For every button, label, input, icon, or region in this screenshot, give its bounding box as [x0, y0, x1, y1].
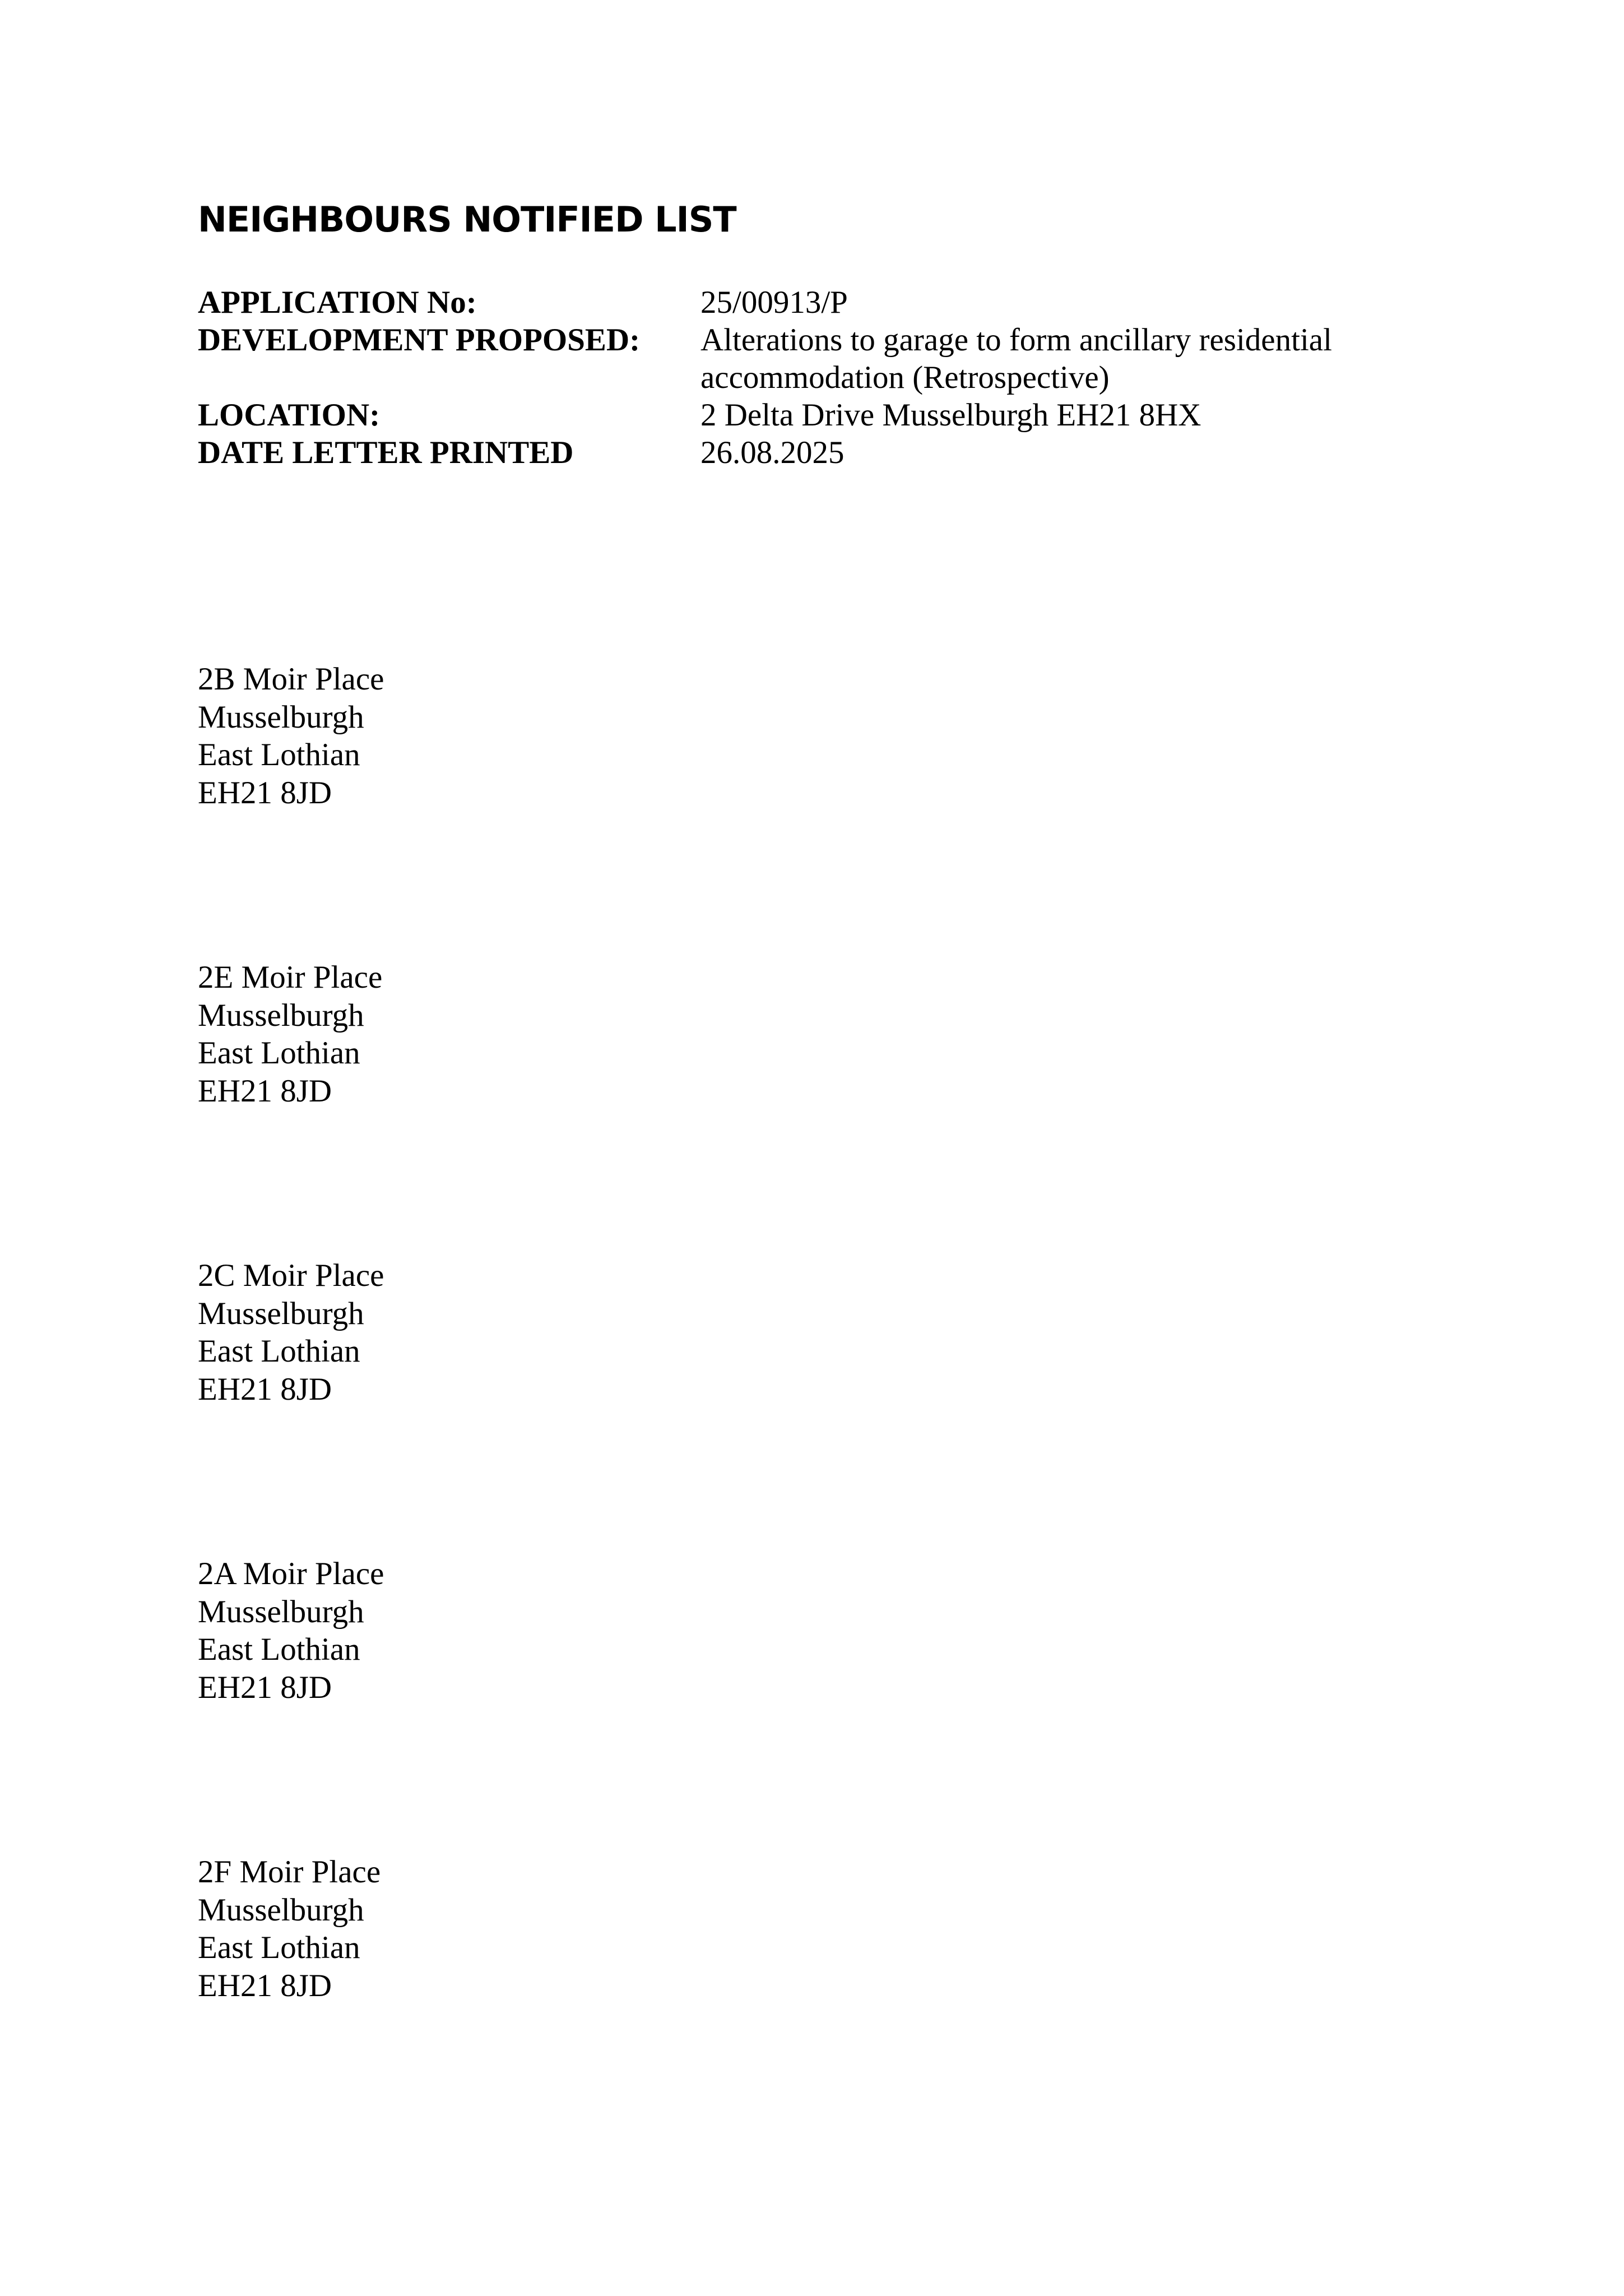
date-printed-label: DATE LETTER PRINTED	[198, 435, 574, 470]
application-number-row	[198, 284, 1431, 321]
address-line: 2A Moir Place	[198, 1556, 384, 1591]
address-line: East Lothian	[198, 1334, 360, 1369]
address-line: Musselburgh	[198, 997, 364, 1033]
date-printed-value	[700, 434, 1431, 471]
address-line: East Lothian	[198, 737, 360, 772]
date-printed-row	[198, 434, 1431, 471]
address-block	[198, 660, 384, 812]
document-title: NEIGHBOURS NOTIFIED LIST	[198, 199, 736, 240]
application-number-value	[700, 284, 1431, 321]
address-line: 2E Moir Place	[198, 960, 383, 995]
address-block	[198, 1555, 384, 1706]
address-line: 2F Moir Place	[198, 1854, 381, 1890]
application-details	[198, 284, 1431, 471]
address-line: EH21 8JD	[198, 1669, 332, 1705]
application-number-text: 25/00913/P	[700, 285, 848, 320]
location-row	[198, 396, 1431, 434]
address-line: East Lothian	[198, 1930, 360, 1965]
address-line: 2C Moir Place	[198, 1258, 384, 1293]
address-line: EH21 8JD	[198, 1968, 332, 2003]
address-line: Musselburgh	[198, 699, 364, 735]
location-label: LOCATION:	[198, 397, 381, 433]
location-text: 2 Delta Drive Musselburgh EH21 8HX	[700, 397, 1201, 433]
address-block	[198, 1853, 381, 2005]
address-line: East Lothian	[198, 1632, 360, 1667]
address-block	[198, 959, 382, 1110]
address-line: EH21 8JD	[198, 1371, 332, 1407]
development-proposed-line-1: Alterations to garage to form ancillary residential	[700, 322, 1332, 358]
development-proposed-label: DEVELOPMENT PROPOSED:	[198, 322, 641, 358]
address-line: EH21 8JD	[198, 1073, 332, 1109]
address-line: East Lothian	[198, 1035, 360, 1071]
address-line: 2B Moir Place	[198, 661, 384, 697]
location-value	[700, 396, 1431, 434]
address-line: Musselburgh	[198, 1594, 364, 1630]
development-proposed-line-2: accommodation (Retrospective)	[700, 360, 1110, 395]
address-block	[198, 1257, 384, 1408]
address-line: Musselburgh	[198, 1295, 364, 1331]
development-proposed-row	[198, 321, 1431, 396]
development-proposed-value	[700, 321, 1431, 396]
application-number-label: APPLICATION No:	[198, 285, 477, 320]
date-printed-text: 26.08.2025	[700, 435, 845, 470]
address-line: EH21 8JD	[198, 775, 332, 811]
address-line: Musselburgh	[198, 1892, 364, 1928]
